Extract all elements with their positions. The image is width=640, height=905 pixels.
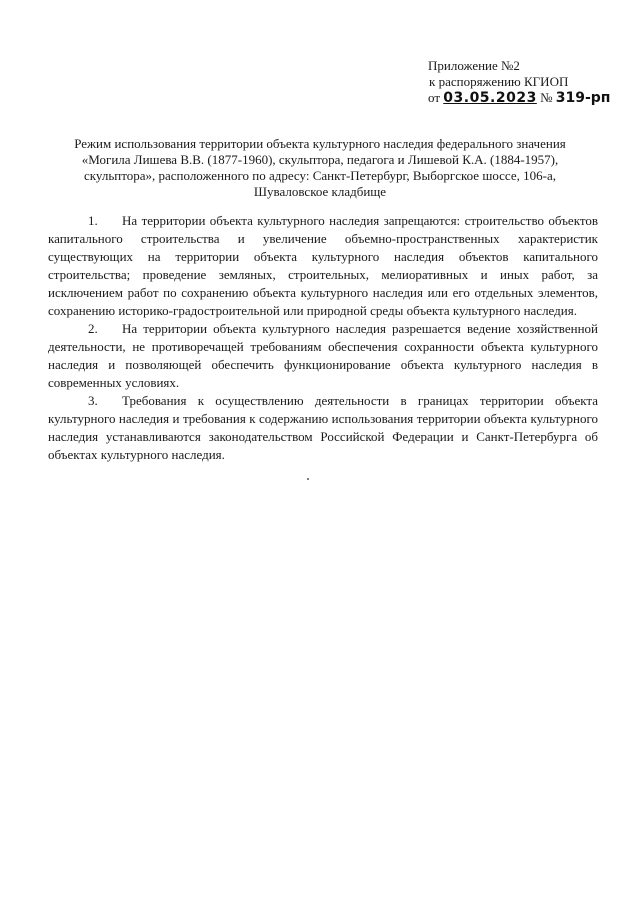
paragraph-text: Требования к осуществлению деятельности в границах территории объекта культурного наследия и требования к содержанию использования территории объекта культурного наследия устанавливаются законодательством Российской Федерации и Санкт-Петербурга об объектах культурного наследия. xyxy=(48,393,598,462)
title-line: «Могила Лишева В.В. (1877-1960), скульптора, педагога и Лишевой К.А. (1884-1957), xyxy=(81,152,559,167)
date-prefix: от xyxy=(428,90,441,105)
paragraph-text: На территории объекта культурного наследия разрешается ведение хозяйственной деятельности, не противоречащей требованиям обеспечения сохранности объекта культурного наследия и позволяющей обеспечить функционирование объекта культурного наследия в современных условиях. xyxy=(48,321,598,390)
appendix-header xyxy=(428,58,628,106)
appendix-date-line xyxy=(428,90,628,106)
paragraph-3 xyxy=(48,392,598,464)
handwritten-number: 319-рп xyxy=(555,90,611,106)
title-line: Режим использования территории объекта культурного наследия федерального значения xyxy=(74,136,566,151)
paragraph-number: 2. xyxy=(88,321,98,336)
document-body xyxy=(48,212,598,464)
paragraph-1 xyxy=(48,212,598,320)
handwritten-date: 03.05.2023 xyxy=(443,90,537,106)
title-line: скульптора», расположенного по адресу: Санкт-Петербург, Выборгское шоссе, 106-а, xyxy=(84,168,556,183)
paragraph-text: На территории объекта культурного наследия запрещаются: строительство объектов капитального строительства и увеличение объемно-пространственных характеристик существующих на территории объекта культурного наследия объектов капитального строительства; проведение земляных, строительных, мелиоративных и иных работ, за исключением работ по сохранению объекта культурного наследия или его отдельных элементов, сохранению историко-градостроительной или природной среды объекта культурного наследия. xyxy=(48,213,598,318)
document-title xyxy=(60,136,580,200)
paragraph-number: 3. xyxy=(88,393,98,408)
scan-speck xyxy=(307,478,309,480)
number-prefix: № xyxy=(540,90,553,105)
appendix-order-reference: к распоряжению КГИОП xyxy=(429,74,569,89)
title-line: Шуваловское кладбище xyxy=(253,184,387,199)
paragraph-2 xyxy=(48,320,598,392)
appendix-number: Приложение №2 xyxy=(428,58,520,73)
paragraph-number: 1. xyxy=(88,213,98,228)
